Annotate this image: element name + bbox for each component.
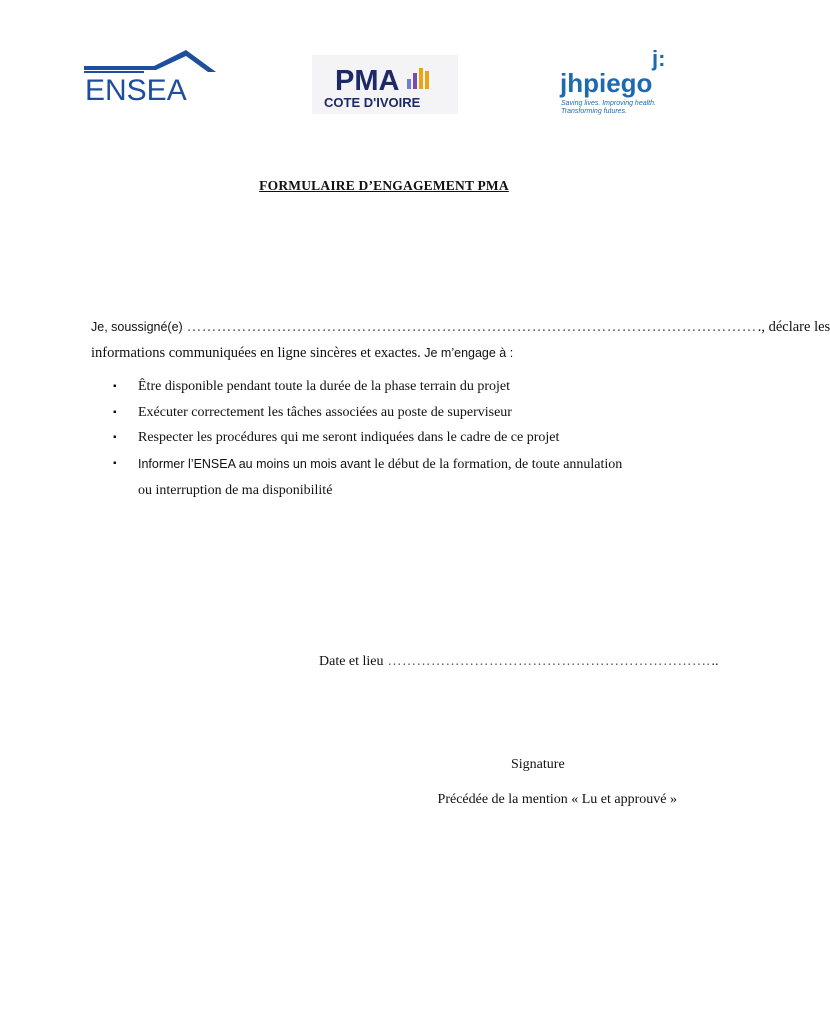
- date-blank-end: ..: [711, 654, 719, 669]
- list-item-text: le début de la formation, de toute annulation: [370, 456, 623, 472]
- list-item: [112, 400, 678, 426]
- pma-logo: [312, 55, 458, 114]
- intro-engagement: Je m’engage à :: [420, 346, 514, 360]
- list-item-text-highlight: Informer l’ENSEA au moins un mois avant: [138, 456, 371, 471]
- list-item: [112, 374, 678, 400]
- list-item: [112, 425, 678, 451]
- intro-prefix: Je, soussigné(e): [91, 320, 183, 334]
- intro-line-1: [91, 314, 830, 340]
- jhpiego-name: jhpiego: [560, 68, 653, 98]
- list-item-text-continued: ou interruption de ma disponibilité: [138, 482, 333, 498]
- ensea-logo: [84, 46, 218, 107]
- bullet-icon: ▪: [113, 406, 117, 418]
- ensea-logo-text: ENSEA: [85, 74, 187, 107]
- list-item: [112, 451, 678, 504]
- jhpiego-mark: j:: [652, 46, 666, 71]
- signature-mention: Précédée de la mention « Lu et approuvé »: [437, 792, 677, 807]
- jhpiego-logo: [558, 44, 680, 116]
- name-blank: ……………………………………………………………………………………………………: [186, 319, 757, 335]
- intro-line-2-text: informations communiquées en ligne sincères et exactes.: [91, 345, 421, 361]
- intro-line-2: [91, 340, 677, 366]
- list-item-text: Être disponible pendant toute la durée de la phase terrain du projet: [138, 379, 511, 394]
- date-blank: ………………………………………………………….: [387, 654, 711, 669]
- intro-paragraph: [91, 314, 830, 366]
- signature-label: Signature: [511, 757, 565, 772]
- pma-logo-text: PMA: [335, 65, 400, 97]
- date-place-line: [319, 652, 719, 672]
- list-item-text: Exécuter correctement les tâches associées au poste de superviseur: [138, 404, 512, 420]
- bullet-icon: ▪: [113, 457, 117, 469]
- document-title: FORMULAIRE D’ENGAGEMENT PMA: [259, 178, 509, 193]
- jhpiego-tagline: Saving lives. Improving health.: [561, 100, 656, 107]
- jhpiego-tagline-2: Transforming futures.: [561, 108, 628, 115]
- commitments-list: [112, 374, 678, 504]
- list-item-text: Respecter les procédures qui me seront indiquées dans le cadre de ce projet: [138, 430, 560, 445]
- bullet-icon: ▪: [113, 381, 117, 392]
- pma-logo-subtext: COTE D'IVOIRE: [324, 95, 421, 110]
- bullet-icon: ▪: [113, 432, 117, 443]
- date-label: Date et lieu: [319, 654, 384, 669]
- intro-suffix: ., déclare les: [757, 319, 830, 335]
